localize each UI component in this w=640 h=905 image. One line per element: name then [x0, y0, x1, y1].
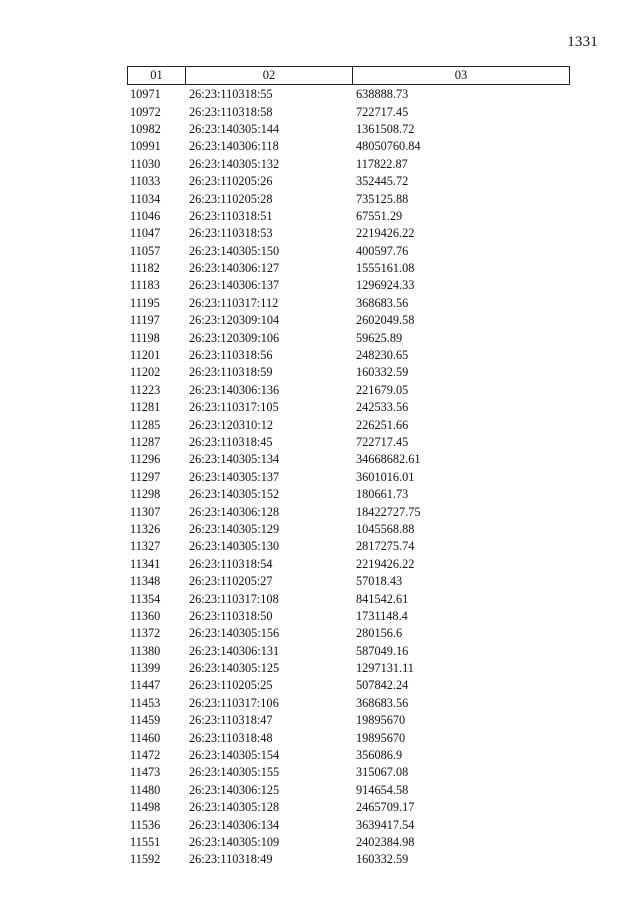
value-cell: 914654.58	[356, 782, 409, 797]
value-cell: 400597.76	[356, 243, 409, 258]
value-cell: 242533.56	[356, 400, 409, 415]
value-cell: 2402384.98	[356, 834, 415, 849]
table-row	[127, 677, 570, 694]
table-row	[127, 625, 570, 642]
cadastral-number-cell: 26:23:140305:129	[189, 521, 280, 536]
table-row	[127, 469, 570, 486]
table-row	[127, 503, 570, 520]
cadastral-number-cell: 26:23:140306:125	[189, 782, 280, 797]
table-row	[127, 764, 570, 781]
page-number: 1331	[567, 34, 598, 50]
row-number-cell: 11327	[130, 539, 161, 554]
table-row	[127, 156, 570, 173]
table-row	[127, 556, 570, 573]
value-cell: 356086.9	[356, 748, 403, 763]
cadastral-number-cell: 26:23:140305:134	[189, 452, 280, 467]
value-cell: 352445.72	[356, 174, 409, 189]
value-cell: 841542.61	[356, 591, 409, 606]
value-cell: 368683.56	[356, 695, 409, 710]
row-number-cell: 10971	[130, 87, 161, 102]
row-number-cell: 11399	[130, 661, 161, 676]
cadastral-number-cell: 26:23:140305:132	[189, 156, 280, 171]
table-row	[127, 103, 570, 120]
table-row	[127, 538, 570, 555]
value-cell: 1297131.11	[356, 661, 414, 676]
table-row	[127, 86, 570, 103]
row-number-cell: 11472	[130, 748, 161, 763]
cadastral-number-cell: 26:23:110318:54	[189, 556, 273, 571]
table-row	[127, 364, 570, 381]
table-row	[127, 851, 570, 868]
value-cell: 1555161.08	[356, 261, 415, 276]
value-cell: 1361508.72	[356, 121, 415, 136]
table-row	[127, 225, 570, 242]
row-number-cell: 11047	[130, 226, 161, 241]
cadastral-number-cell: 26:23:140306:127	[189, 261, 280, 276]
value-cell: 722717.45	[356, 104, 409, 119]
row-number-cell: 10991	[130, 139, 161, 154]
row-number-cell: 11223	[130, 382, 161, 397]
cadastral-number-cell: 26:23:110318:53	[189, 226, 273, 241]
value-cell: 587049.16	[356, 643, 409, 658]
row-number-cell: 11459	[130, 713, 161, 728]
cadastral-number-cell: 26:23:140305:125	[189, 661, 280, 676]
table-row	[127, 312, 570, 329]
value-cell: 1296924.33	[356, 278, 415, 293]
table-row	[127, 329, 570, 346]
row-number-cell: 11202	[130, 365, 161, 380]
table-row	[127, 208, 570, 225]
table-row	[127, 729, 570, 746]
value-cell: 2817275.74	[356, 539, 415, 554]
row-number-cell: 11298	[130, 487, 161, 502]
cadastral-number-cell: 26:23:110318:56	[189, 348, 273, 363]
cadastral-number-cell: 26:23:110317:112	[189, 295, 279, 310]
table-row	[127, 451, 570, 468]
table-row	[127, 190, 570, 207]
row-number-cell: 11341	[130, 556, 161, 571]
cadastral-number-cell: 26:23:110318:58	[189, 104, 273, 119]
value-cell: 48050760.84	[356, 139, 421, 154]
row-number-cell: 11198	[130, 330, 160, 345]
value-cell: 507842.24	[356, 678, 409, 693]
row-number-cell: 11281	[130, 400, 161, 415]
cadastral-number-cell: 26:23:140305:156	[189, 626, 280, 641]
row-number-cell: 11480	[130, 782, 161, 797]
cadastral-number-cell: 26:23:140305:155	[189, 765, 280, 780]
cadastral-number-cell: 26:23:140306:134	[189, 817, 280, 832]
row-number-cell: 11057	[130, 243, 161, 258]
header-col-02: 02	[186, 67, 353, 84]
value-cell: 34668682.61	[356, 452, 421, 467]
value-cell: 2219426.22	[356, 226, 415, 241]
value-cell: 1731148.4	[356, 608, 408, 623]
table-row	[127, 347, 570, 364]
value-cell: 1045568.88	[356, 521, 415, 536]
row-number-cell: 11460	[130, 730, 161, 745]
table-body	[127, 86, 570, 869]
table-row	[127, 747, 570, 764]
table-row	[127, 434, 570, 451]
table-row	[127, 260, 570, 277]
cadastral-number-cell: 26:23:140306:131	[189, 643, 280, 658]
cadastral-number-cell: 26:23:120309:106	[189, 330, 280, 345]
row-number-cell: 11447	[130, 678, 161, 693]
table-row	[127, 782, 570, 799]
row-number-cell: 11498	[130, 800, 161, 815]
cadastral-number-cell: 26:23:110318:45	[189, 435, 273, 449]
cadastral-number-cell: 26:23:110317:105	[189, 400, 279, 415]
table-header	[127, 66, 570, 85]
table-row	[127, 295, 570, 312]
value-cell: 160332.59	[356, 365, 409, 380]
cadastral-number-cell: 26:23:110318:59	[189, 365, 273, 380]
table-row	[127, 695, 570, 712]
table-row	[127, 277, 570, 294]
value-cell: 67551.29	[356, 208, 403, 223]
row-number-cell: 11183	[130, 278, 160, 293]
cadastral-number-cell: 26:23:120310:12	[189, 417, 274, 432]
cadastral-number-cell: 26:23:140305:109	[189, 834, 280, 849]
row-number-cell: 11551	[130, 834, 161, 849]
row-number-cell: 11360	[130, 608, 161, 623]
table-row	[127, 590, 570, 607]
value-cell: 19895670	[356, 713, 406, 728]
cadastral-number-cell: 26:23:110205:26	[189, 174, 273, 189]
cadastral-number-cell: 26:23:110318:47	[189, 713, 273, 728]
table-row	[127, 416, 570, 433]
table-row	[127, 138, 570, 155]
value-cell: 160332.59	[356, 852, 409, 867]
value-cell: 2602049.58	[356, 313, 415, 328]
table-row	[127, 573, 570, 590]
value-cell: 57018.43	[356, 574, 403, 589]
table-row	[127, 173, 570, 190]
cadastral-number-cell: 26:23:120309:104	[189, 313, 280, 328]
table-row	[127, 486, 570, 503]
table-row	[127, 660, 570, 677]
row-number-cell: 11348	[130, 574, 161, 589]
value-cell: 19895670	[356, 730, 406, 745]
cadastral-number-cell: 26:23:110318:48	[189, 730, 273, 745]
table-row	[127, 399, 570, 416]
value-cell: 280156.6	[356, 626, 403, 641]
row-number-cell: 11354	[130, 591, 161, 606]
cadastral-number-cell: 26:23:140305:130	[189, 539, 280, 554]
value-cell: 722717.45	[356, 435, 409, 449]
cadastral-number-cell: 26:23:140305:144	[189, 121, 280, 136]
table-row	[127, 121, 570, 138]
row-number-cell: 11195	[130, 295, 160, 310]
row-number-cell: 11285	[130, 417, 161, 432]
row-number-cell: 11380	[130, 643, 161, 658]
value-cell: 18422727.75	[356, 504, 421, 519]
cadastral-number-cell: 26:23:140306:136	[189, 382, 280, 397]
row-number-cell: 11592	[130, 852, 161, 867]
value-cell: 368683.56	[356, 295, 409, 310]
cadastral-number-cell: 26:23:140306:118	[189, 139, 279, 154]
value-cell: 2465709.17	[356, 800, 415, 815]
cadastral-number-cell: 26:23:140306:128	[189, 504, 280, 519]
row-number-cell: 11296	[130, 452, 161, 467]
cadastral-number-cell: 26:23:140305:137	[189, 469, 280, 484]
data-table	[127, 66, 570, 869]
cadastral-number-cell: 26:23:110318:49	[189, 852, 273, 867]
cadastral-number-cell: 26:23:110205:25	[189, 678, 273, 693]
value-cell: 180661.73	[356, 487, 409, 502]
row-number-cell: 11307	[130, 504, 161, 519]
table-row	[127, 816, 570, 833]
value-cell: 3601016.01	[356, 469, 415, 484]
row-number-cell: 11033	[130, 174, 161, 189]
row-number-cell: 11453	[130, 695, 161, 710]
row-number-cell: 10972	[130, 104, 161, 119]
row-number-cell: 11287	[130, 435, 161, 449]
cadastral-number-cell: 26:23:140305:154	[189, 748, 280, 763]
cadastral-number-cell: 26:23:110205:27	[189, 574, 273, 589]
value-cell: 117822.87	[356, 156, 408, 171]
value-cell: 735125.88	[356, 191, 409, 206]
value-cell: 2219426.22	[356, 556, 415, 571]
row-number-cell: 11326	[130, 521, 161, 536]
row-number-cell: 11046	[130, 208, 161, 223]
cadastral-number-cell: 26:23:140305:128	[189, 800, 280, 815]
cadastral-number-cell: 26:23:140305:152	[189, 487, 280, 502]
table-row	[127, 521, 570, 538]
header-col-01: 01	[128, 67, 186, 84]
header-col-03: 03	[454, 68, 468, 82]
row-number-cell: 11201	[130, 348, 161, 363]
cadastral-number-cell: 26:23:110318:50	[189, 608, 273, 623]
cadastral-number-cell: 26:23:110317:106	[189, 695, 279, 710]
row-number-cell: 11536	[130, 817, 161, 832]
table-row	[127, 799, 570, 816]
value-cell: 3639417.54	[356, 817, 415, 832]
table-row	[127, 382, 570, 399]
value-cell: 59625.89	[356, 330, 403, 345]
table-row	[127, 608, 570, 625]
cadastral-number-cell: 26:23:110318:55	[189, 87, 273, 102]
cadastral-number-cell: 26:23:140306:137	[189, 278, 280, 293]
value-cell: 638888.73	[356, 87, 409, 102]
value-cell: 315067.08	[356, 765, 409, 780]
table-row	[127, 643, 570, 660]
value-cell: 248230.65	[356, 348, 409, 363]
row-number-cell: 11372	[130, 626, 161, 641]
table-row	[127, 243, 570, 260]
table-row	[127, 712, 570, 729]
table-row	[127, 834, 570, 851]
value-cell: 221679.05	[356, 382, 409, 397]
row-number-cell: 11182	[130, 261, 160, 276]
cadastral-number-cell: 26:23:110317:108	[189, 591, 279, 606]
row-number-cell: 11473	[130, 765, 161, 780]
value-cell: 226251.66	[356, 417, 409, 432]
cadastral-number-cell: 26:23:140305:150	[189, 243, 280, 258]
cadastral-number-cell: 26:23:110205:28	[189, 191, 273, 206]
row-number-cell: 10982	[130, 121, 161, 136]
cadastral-number-cell: 26:23:110318:51	[189, 208, 273, 223]
row-number-cell: 11297	[130, 469, 161, 484]
row-number-cell: 11030	[130, 156, 161, 171]
row-number-cell: 11197	[130, 313, 160, 328]
row-number-cell: 11034	[130, 191, 161, 206]
